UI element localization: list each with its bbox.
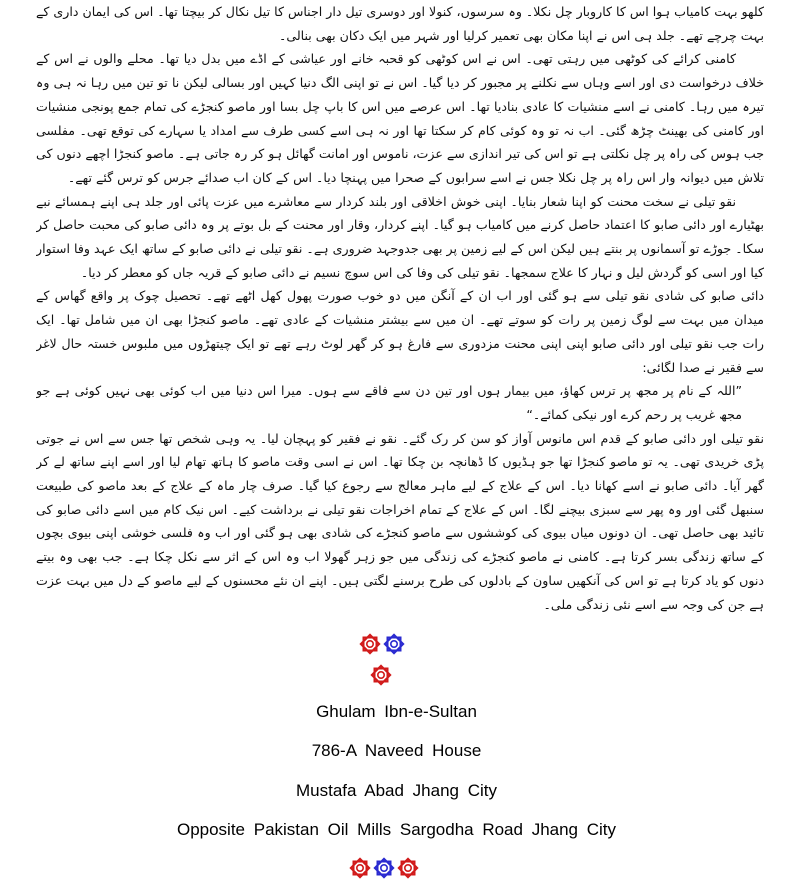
paragraph-2: کامنی کرائے کی کوٹھی میں رہتی تھی۔ اس نے اس کوٹھی کو قحبہ خانے اور عیاشی کے اڈے میں بدل دیا تھا۔ محلے والوں نے اس کے خلاف درخواست دی اور اسے وہاں سے نکلنے پر مجبور کر دیا گیا۔ اس نے تو اپنی الگ دنیا کہیں اور بسالی لیکن نا تو تین میں رہا نہ ہی وہ تیرہ میں رہا۔ کامنی نے اسے منشیات کا عادی بنادیا تھا۔ اس عرصے میں اس کا باپ چل بسا اور ماصو کنجڑے کی تمام جمع پونجی منشیات اور کامنی کی بھینٹ چڑھ گئی۔ اب نہ تو وہ کوئی کام کر سکتا تھا اور نہ ہی اسے کسی طرف سے امداد یا سہارے کی توقع تھی۔ مفلسی جب ہوس کی راہ پر چل نکلتی ہے تو اس کی تیر اندازی سے عزت، ناموس اور امانت گھائل ہو کر رہ جاتی ہے۔ ماصو کنجڑا اچھے دنوں کی تلاش میں دیوانہ وار اس راہ پر چل نکلا جس نے اسے سرابوں کے صحرا میں پہنچا دیا۔ اس کے کان اب صدائے جرس کو ترس گئے تھے۔: [36, 51, 764, 185]
ornament-row-2: [370, 664, 392, 686]
paragraph-3: نقو تیلی نے سخت محنت کو اپنا شعار بنایا۔ اپنی خوش اخلاقی اور بلند کردار سے معاشرے میں عزت پائی اور جلد ہی اپنے ہمسائے نبے بھٹیارے اور دائی صابو کا اعتماد حاصل کرنے میں کامیاب ہو گیا۔ اپنے کردار، وقار اور محنت کے بل بوتے پر وہ دائی صابو کی محبت حاصل کر سکا۔ جوڑے تو آسمانوں پر بنتے ہیں لیکن اس کے لیے زمین پر بھی جدوجہد ضروری ہے۔ نقو تیلی نے دائی صابو کے ساتھ ایک عہد وفا استوار کیا اور اسی کو گردش لیل و نہار کا علاج سمجھا۔ نقو تیلی کی وفا کی اس سوچ نسیم نے دائی صابو کے قریہ جاں کو معطر کر دیا۔: [36, 193, 764, 280]
paragraph-1: کلھو بہت کامیاب ہوا اس کا کاروبار چل نکلا۔ وہ سرسوں، کنولا اور دوسری تیل دار اجناس کا تیل نکال کر بیچتا تھا۔ اس کی ایمان داری کے بہت چرچے تھے۔ جلد ہی اس نے اپنا مکان بھی تعمیر کرلیا اور شہر میں ایک دکان بھی بنالی۔: [36, 4, 764, 43]
star-ornament-icon: [397, 857, 419, 879]
star-ornament-icon: [383, 633, 405, 655]
paragraph-4: دائی صابو کی شادی نقو تیلی سے ہو گئی اور اب ان کے آنگن میں دو خوب صورت پھول کھل اٹھے تھے۔ تحصیل چوک پر واقع گھاس کے میدان میں بہت سے لوگ زمین پر رات کو سوتے تھے۔ ان میں سے بیشتر منشیات کے عادی تھے۔ ماصو کنجڑا بھی ان میں شامل تھا۔ ایک رات جب نقو تیلی اور دائی صابو اپنی اپنی محنت مزدوری سے فارغ ہو کر گھر لوٹ رہے تھے تو ایک چیتھڑوں میں ملبوس خستہ حال لاغر سے فقیر نے صدا لگائی:: [36, 288, 764, 375]
author-house: 786-A Naveed House: [311, 741, 482, 760]
star-ornament-icon: [349, 857, 371, 879]
author-landmark: Opposite Pakistan Oil Mills Sargodha Road Jhang City: [176, 820, 617, 839]
paragraph-quote: ”اللہ کے نام پر مجھ پر ترس کھاؤ، میں بیمار ہوں اور تین دن سے فاقے سے ہوں۔ میرا اس دنیا میں اب کوئی بھی نہیں کوئی ہے جو مجھ غریب پر رحم کرے اور نیکی کمائے۔“: [36, 383, 742, 422]
star-ornament-icon: [373, 857, 395, 879]
ornament-row-1: [359, 633, 405, 655]
star-ornament-icon: [359, 633, 381, 655]
author-name: Ghulam Ibn-e-Sultan: [316, 702, 477, 721]
author-city: Mustafa Abad Jhang City: [295, 781, 497, 800]
paragraph-6: نقو تیلی اور دائی صابو کے قدم اس مانوس آواز کو سن کر رک گئے۔ نقو نے فقیر کو پہچان لیا۔ یہ وہی شخص تھا جس سے اس نے جوتی پڑی خریدی تھی۔ یہ تو ماصو کنجڑا تھا جو ہڈیوں کا ڈھانچہ بن چکا تھا۔ اس نے اسی وقت ماصو کا ہاتھ تھام لیا اور اسے اپنے ساتھ لے کر گھر آیا۔ دائی صابو نے اسے کھانا دیا۔ اس کے علاج کے لیے ماہر معالج سے رجوع کیا گیا۔ صرف چار ماہ کے علاج کے بعد ماصو کی طبیعت سنبھل گئی اور وہ پھر سے سبزی بیچنے لگا۔ اس کے علاج کے تمام اخراجات نقو تیلی نے برداشت کیے۔ اس نیک کام میں اسے دائی صابو کی تائید بھی حاصل تھی۔ ان دونوں میاں بیوی کی کوششوں سے ماصو کنجڑے کی شادی بھی ہو گئی اور اب وہ فلسی خوشی اپنی بیوی بچوں کے ساتھ زندگی بسر کرتا ہے۔ کامنی نے ماصو کنجڑے کی زندگی میں جو زہر گھولا اب وہ اس کے اثر سے نکل چکا ہے۔ جب بھی وہ بیتے دنوں کو یاد کرتا ہے تو اس کی آنکھیں ساون کے بادلوں کی طرح برسنے لگتی ہیں۔ اپنے ان نئے محسنوں کے لیے ماصو کے دل میں بہت عزت ہے جن کی وجہ سے اسے نئی زندگی ملی۔: [36, 430, 764, 612]
star-ornament-icon: [370, 664, 392, 686]
ornament-row-3: [349, 857, 419, 879]
story-text: [36, 0, 764, 622]
